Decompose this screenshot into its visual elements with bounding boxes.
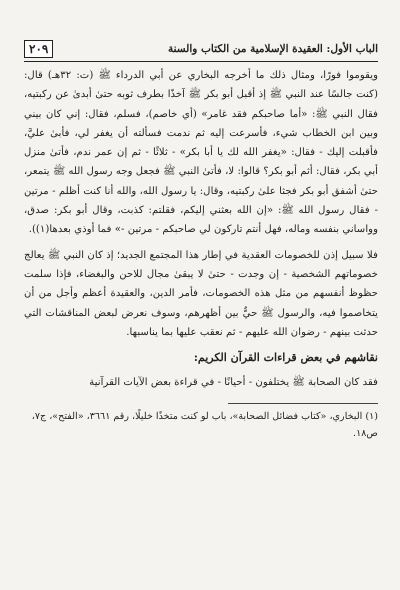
page-body: [24, 66, 378, 393]
running-title: الباب الأول: العقيدة الإسلامية من الكتاب والسنة: [168, 43, 378, 55]
section-subheading: نقاشهم في بعض قراءات القرآن الكريم:: [193, 351, 378, 365]
paragraph-2: فلا سبيل إذن للخصومات العقدية في إطار هذا المجتمع الجديد؛ إذ كان النبي ﷺ يعالج خصوماتهم الشخصية - إن وجدت - حتىٰ لا يبقىٰ مجال للاحن والبغضاء، فإذا سلمت حظوظ أنفسهم من مثل هذه الخصومات، فأمر الدين، والعقيدة أعظم وأجل من أن يتخاصموا فيه، والرسول ﷺ حيٌّ بين أظهرهم، وسوف نعرض لبعض المناقشات التي حدثت بينهم - رضوان الله عليهم - ثم نعقب عليها بما يناسبها.: [24, 249, 378, 338]
page-number: ٢٠٩: [24, 40, 53, 58]
paragraph-1: ويقوموا فورًا، ومثال ذلك ما أخرجه البخاري عن أبي الدرداء ﷺ (ت: ٣٢هـ) قال: (كنت جالسًا عند النبي ﷺ إذ أقبل أبو بكر ﷺ آخذًا بطرف ثوبه حتىٰ أبدىٰ عن ركبتيه، فقال النبي ﷺ: «أما صاحبكم فقد غامر» (أي خاصم)، فسلم، فقال: إني كان بيني وبين ابن الخطاب شيء، فأسرعت إليه ثم ندمت فسألته أن يغفر لي، فأبىٰ عليَّ، فأقبلت إليك - فقال: «يغفر الله لك يا أبا بكر» - ثلاثًا - ثم إن عمر ندم، فأتىٰ منزل أبي بكر، فقال: أثم أبو بكر؟ قالوا: لا، فأتىٰ النبي ﷺ فجعل وجه رسول الله ﷺ يتمعر، حتىٰ أشفق أبو بكر فجثا علىٰ ركبتيه، وقال: يا رسول الله، والله أنا كنت أظلم - مرتين - فقال رسول الله ﷺ: «إن الله بعثني إليكم، فقلتم: كذبت، وقال أبو بكر: صدق، وواساني بنفسه وماله، فهل أنتم تاركون لي صاحبكم - مرتين -» فما أوذي بعدها(١)).: [24, 70, 378, 236]
footnote: (١) البخاري، «كتاب فضائل الصحابة»، باب لو كنت متخذًا خليلًا، رقم ٣٦٦١، «الفتح»، ج٧، ص١٨.: [31, 410, 378, 439]
footnote-divider: [228, 403, 378, 404]
page-header: [24, 0, 378, 62]
paragraph-3: فقد كان الصحابة ﷺ يختلفون - أحيانًا - في قراءة بعض الآيات القرآنية: [89, 377, 378, 389]
